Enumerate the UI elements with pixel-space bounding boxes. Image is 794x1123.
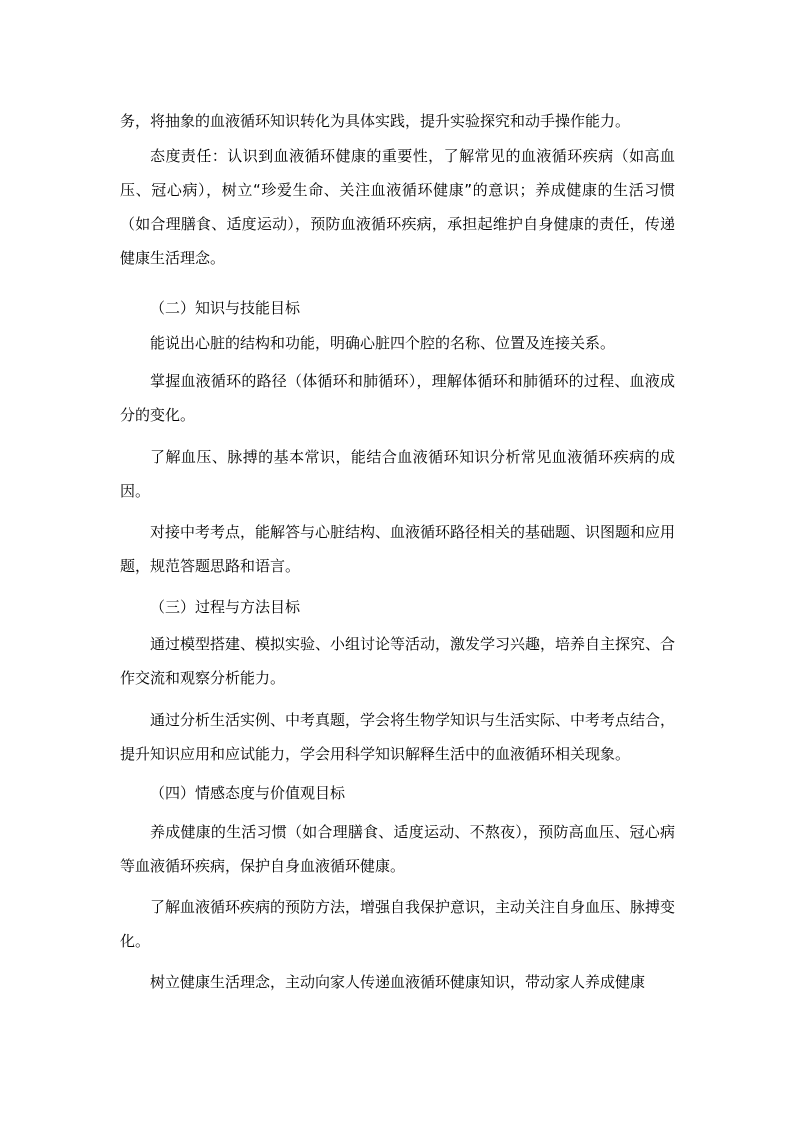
paragraph-real-examples: 通过分析生活实例、中考真题，学会将生物学知识与生活实际、中考考点结合，提升知识应用和应试能力，学会用科学知识解释生活中的血液循环相关现象。 [120,711,676,763]
paragraph-health-concept: 树立健康生活理念，主动向家人传递血液循环健康知识，带动家人养成健康 [150,973,646,991]
section-heading-emotional-values: （四）情感态度与价值观目标 [150,784,346,802]
paragraph-exam-points: 对接中考考点，能解答与心脏结构、血液循环路径相关的基础题、识图题和应用题，规范答题思路和语言。 [120,523,676,575]
paragraph-heart-structure: 能说出心脏的结构和功能，明确心脏四个腔的名称、位置及连接关系。 [150,334,616,352]
paragraph-attitude-responsibility: 态度责任：认识到血液循环健康的重要性，了解常见的血液循环疾病（如高血压、冠心病），树立“珍爱生命、关注血液循环健康”的意识；养成健康的生活习惯（如合理膳食、适度运动），预防血液循环疾病，承担起维护自身健康的责任，传递健康生活理念。 [120,147,675,267]
section-heading-process-methods: （三）过程与方法目标 [150,598,301,616]
paragraph-continuation: 务，将抽象的血液循环知识转化为具体实践，提升实验探究和动手操作能力。 [120,112,631,130]
paragraph-disease-prevention: 了解血液循环疾病的预防方法，增强自我保护意识，主动关注自身血压、脉搏变化。 [120,898,676,950]
section-heading-knowledge-skills: （二）知识与技能目标 [150,299,301,317]
paragraph-healthy-habits: 养成健康的生活习惯（如合理膳食、适度运动、不熬夜），预防高血压、冠心病等血液循环疾病，保护自身血液循环健康。 [120,823,675,875]
paragraph-activities: 通过模型搭建、模拟实验、小组讨论等活动，激发学习兴趣，培养自主探究、合作交流和观察分析能力。 [120,635,676,687]
paragraph-blood-pressure: 了解血压、脉搏的基本常识，能结合血液循环知识分析常见血液循环疾病的成因。 [120,448,675,500]
paragraph-circulation-path: 掌握血液循环的路径（体循环和肺循环），理解体循环和肺循环的过程、血液成分的变化。 [120,372,675,424]
